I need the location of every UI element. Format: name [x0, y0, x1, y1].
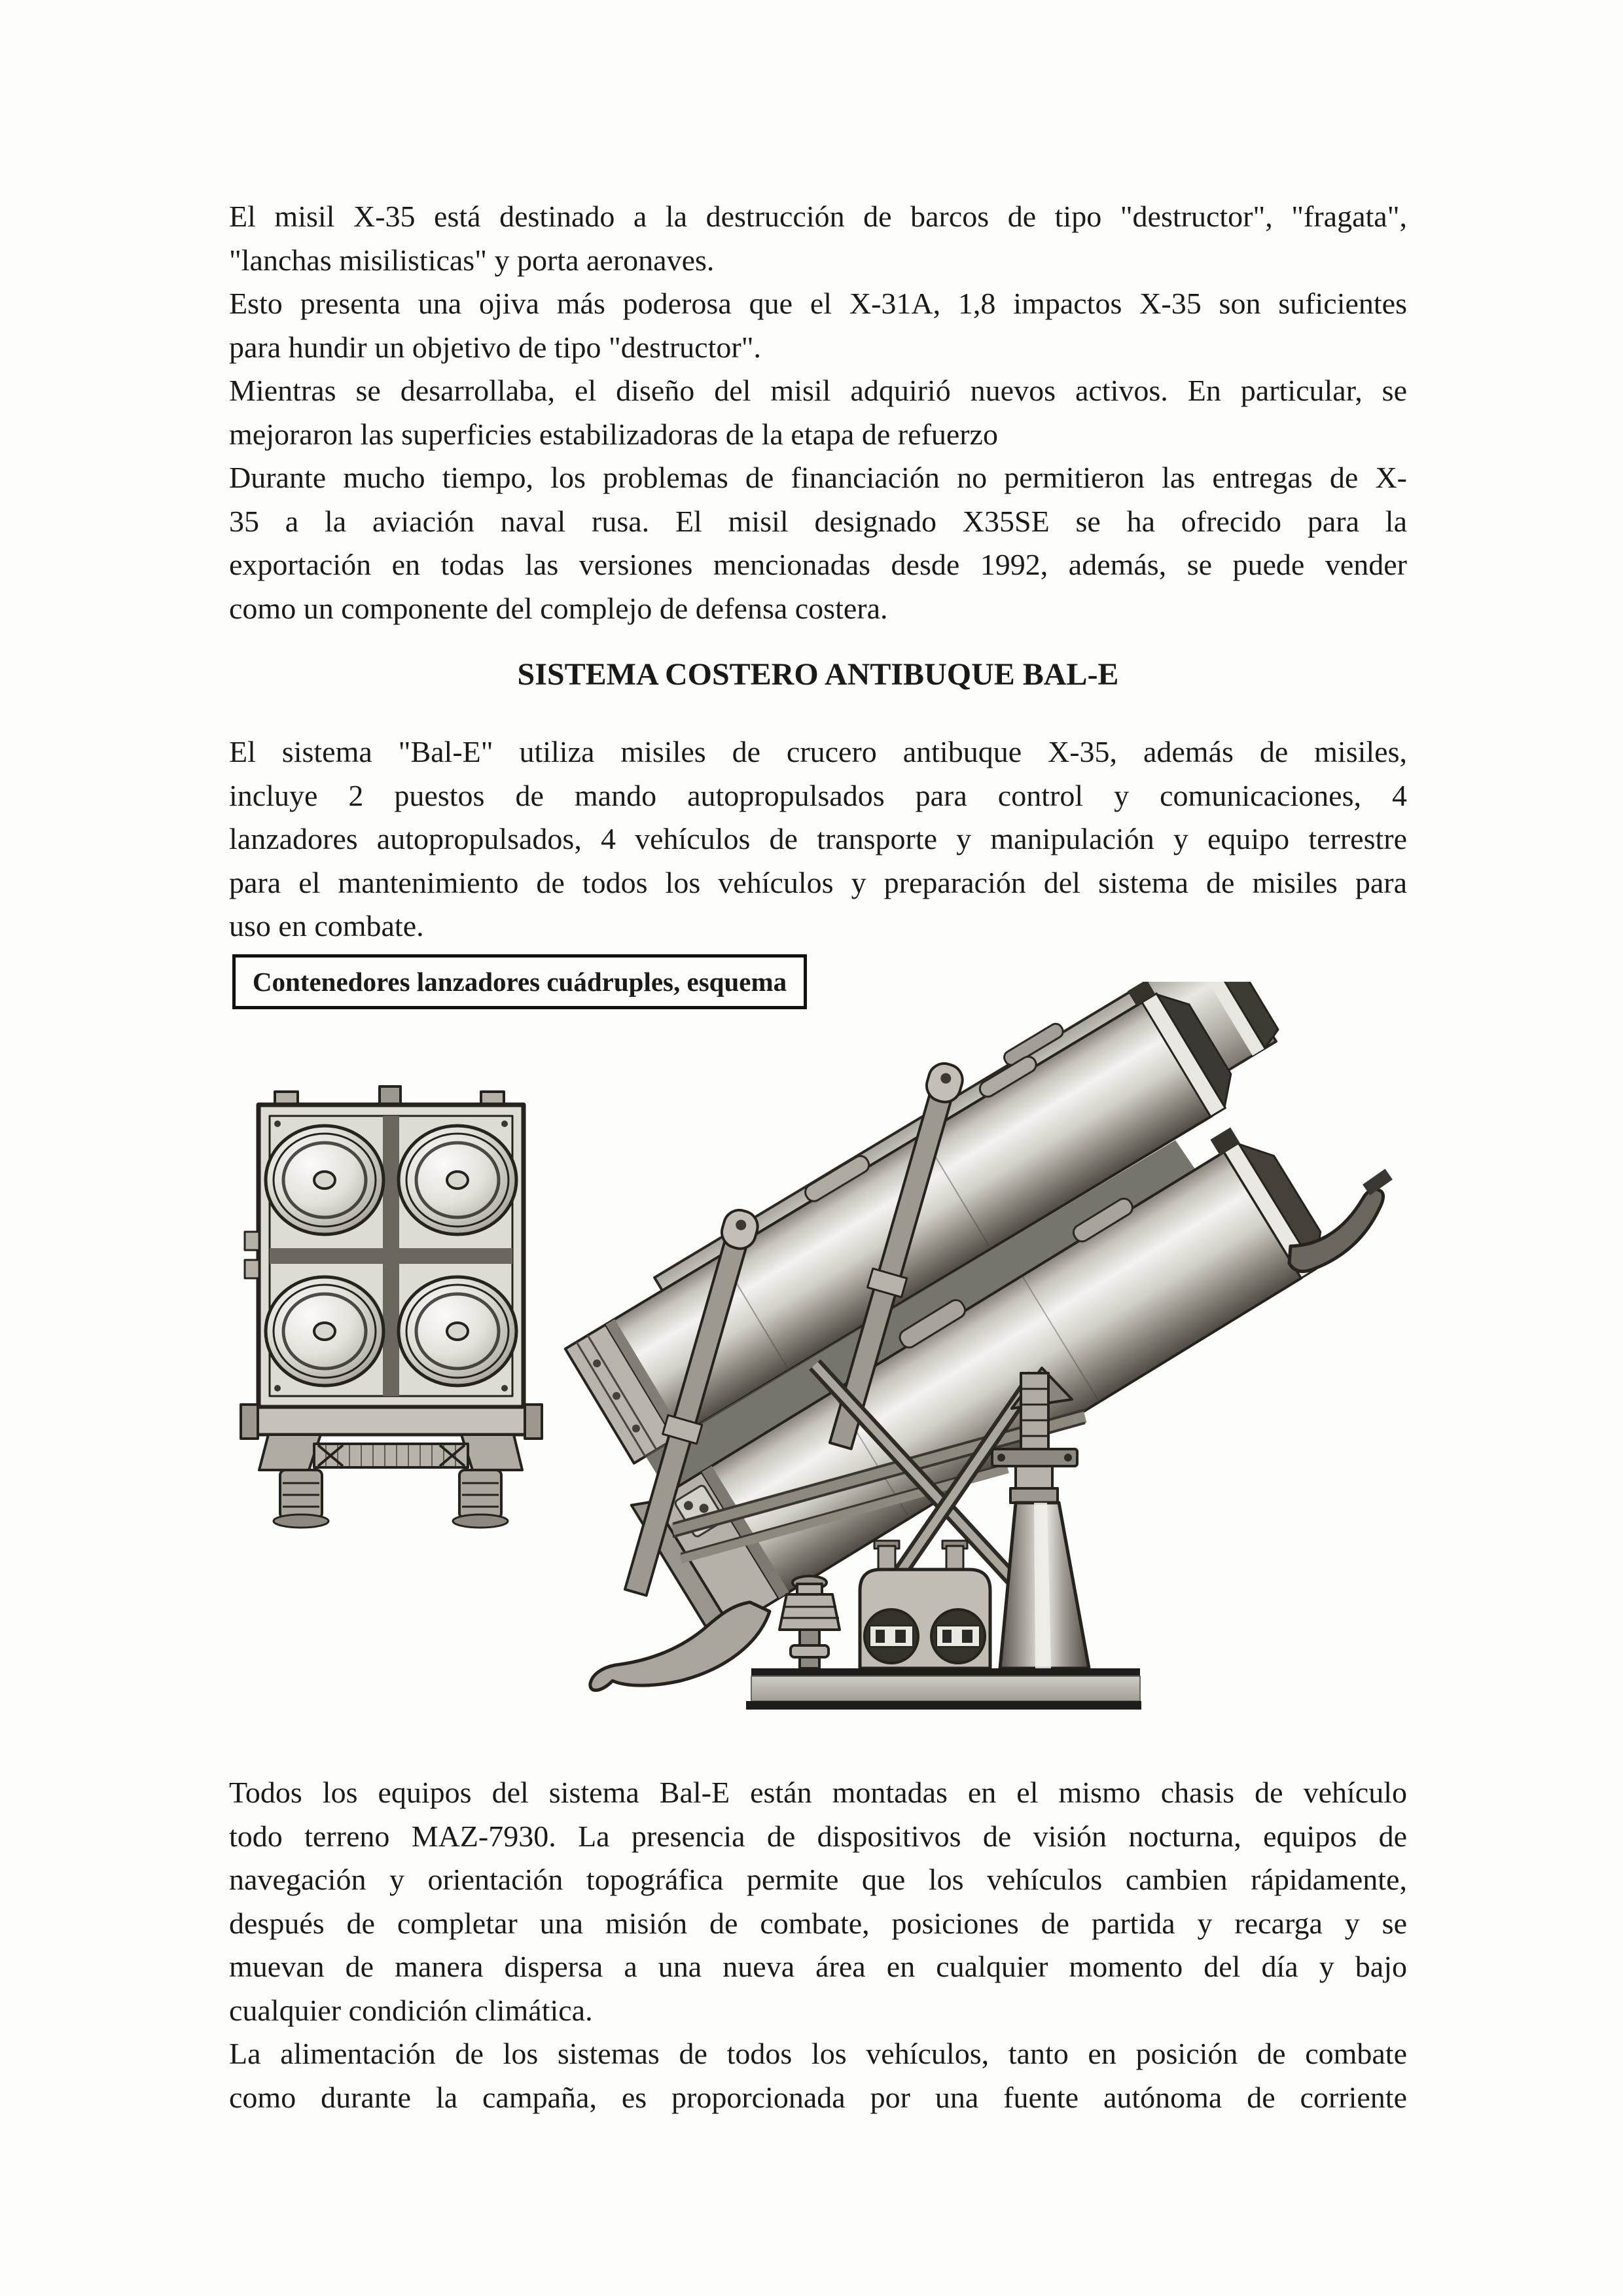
- text-line: uso en combate.: [229, 909, 424, 942]
- section-heading: SISTEMA COSTERO ANTIBUQUE BAL-E: [517, 657, 1119, 692]
- container-cap: [266, 1277, 383, 1386]
- text-line: Durante mucho tiempo, los problemas de financiación no permitieron las entregas de X-: [229, 461, 1407, 494]
- text-line: muevan de manera dispersa a una nueva área en cualquier momento del día y bajo: [229, 1950, 1407, 1983]
- text-line: La alimentación de los sistemas de todos los vehículos, tanto en posición de combate: [229, 2037, 1407, 2070]
- front-base: [241, 1405, 542, 1528]
- text-line: mejoraron las superficies estabilizadoras de la etapa de refuerzo: [229, 418, 998, 451]
- perspective-view: [556, 982, 1393, 1710]
- container-cap: [266, 1126, 383, 1234]
- text-line: Mientras se desarrollaba, el diseño del misil adquirió nuevos activos. En particular, se: [229, 374, 1407, 407]
- text-line: como un componente del complejo de defensa costera.: [229, 592, 888, 625]
- text-line: El misil X-35 está destinado a la destrucción de barcos de tipo "destructor", "fragata",: [229, 200, 1407, 233]
- text-line: Todos los equipos del sistema Bal-E están montadas en el mismo chasis de vehículo: [229, 1776, 1407, 1809]
- text-line: todo terreno MAZ-7930. La presencia de dispositivos de visión nocturna, equipos de: [229, 1820, 1407, 1853]
- text-line: Esto presenta una ojiva más poderosa que el X-31A, 1,8 impactos X-35 son suficientes: [229, 287, 1407, 320]
- text-line: lanzadores autopropulsados, 4 vehículos de transporte y manipulación y equipo terrestre: [229, 822, 1407, 855]
- base-plate: [746, 1668, 1141, 1710]
- text-line: exportación en todas las versiones mencionadas desde 1992, además, se puede vender: [229, 548, 1407, 581]
- text-line: incluye 2 puestos de mando autopropulsados para control y comunicaciones, 4: [229, 779, 1407, 812]
- text-line: como durante la campaña, es proporcionada por una fuente autónoma de corriente: [229, 2081, 1407, 2114]
- container-cap: [399, 1126, 516, 1234]
- text-line: cualquier condición climática.: [229, 1994, 593, 2027]
- text-line: después de completar una misión de combate, posiciones de partida y recarga y se: [229, 1907, 1407, 1940]
- front-view: [241, 1086, 542, 1528]
- figure-caption: Contenedores lanzadores cuádruples, esquema: [252, 967, 787, 997]
- text-line: El sistema "Bal-E" utiliza misiles de crucero antibuque X-35, además de misiles,: [229, 735, 1407, 768]
- support-ski: [590, 1602, 770, 1691]
- text-line: 35 a la aviación naval rusa. El misil designado X35SE se ha ofrecido para la: [229, 505, 1407, 538]
- text-line: para hundir un objetivo de tipo "destructor".: [229, 331, 761, 364]
- text-line: para el mantenimiento de todos los vehículos y preparación del sistema de misiles para: [229, 866, 1407, 899]
- figure-launch-containers: [223, 982, 1400, 1748]
- figure-caption-box: [232, 954, 807, 1009]
- gauge-panel: [860, 1541, 990, 1668]
- text-line: "lanchas misilisticas" y porta aeronaves.: [229, 243, 715, 277]
- text-line: navegación y orientación topográfica permite que los vehículos cambien rápidamente,: [229, 1863, 1407, 1896]
- container-cap: [399, 1277, 516, 1386]
